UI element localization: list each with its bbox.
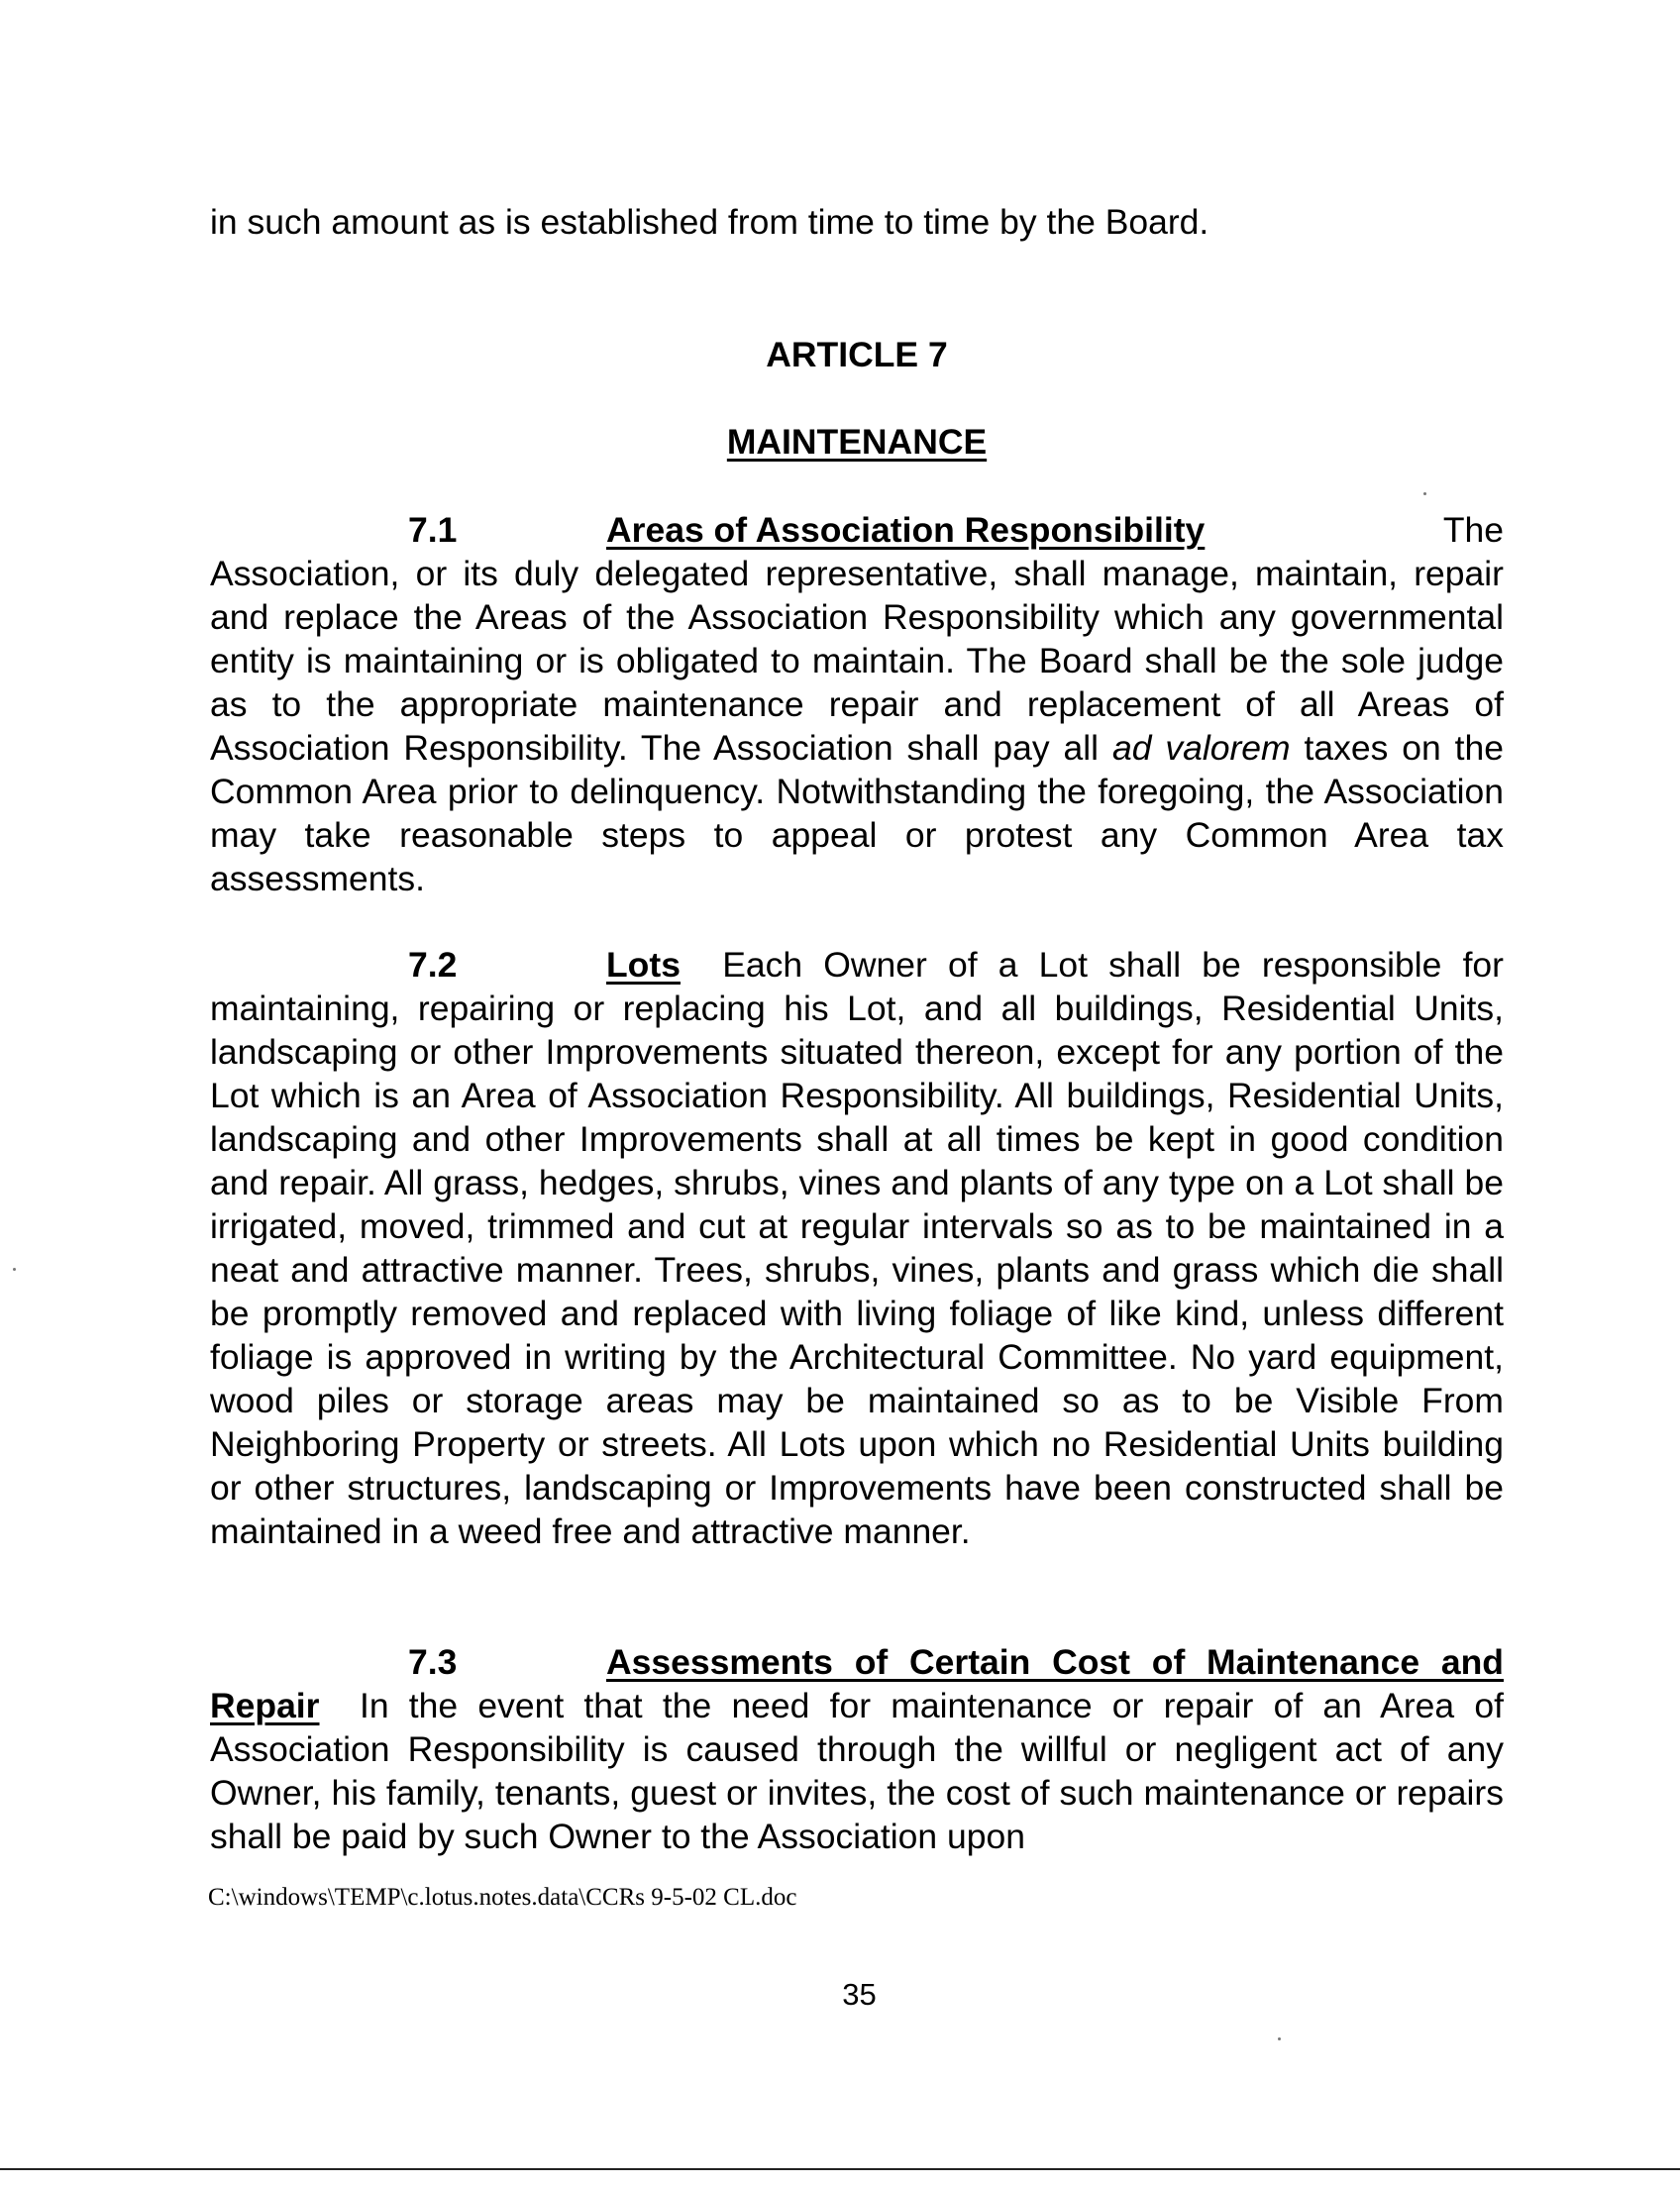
footer-file-path: C:\windows\TEMP\c.lotus.notes.data\CCRs 9-5-02 CL.doc [208,1884,797,1911]
section-text: Association, or its duly delegated representative, shall manage, maintain, repair and replace the Areas of the Association Responsibility which any governmental entity is maintaining or is obligated to maintain. The Board shall be the sole judge as to the appropriate maintenance repair and replacement of all Areas of Association Responsibility. The Association shall pay all [210,554,1504,768]
scan-speck [1423,492,1426,495]
section-italic-text: ad valorem [1111,728,1291,768]
section-7-1 [210,508,1504,900]
section-7-3 [210,1640,1504,1858]
section-number: 7.2 [408,945,458,985]
section-title: Areas of Association Responsibility [606,510,1206,550]
intro-line: in such amount as is established from time to time by the Board. [210,202,1209,242]
scan-speck [13,1268,16,1271]
section-text: In the event that the need for maintenance or repair of an Area of Association Responsibility is caused through the willful or negligent act of any Owner, his family, tenants, guest or invites, the cost of such maintenance or repairs shall be paid by such Owner to the Association upon [210,1686,1504,1856]
section-7-2 [210,943,1504,1553]
section-text: Each Owner of a Lot shall be responsible for maintaining, repairing or replacing his Lot, and all buildings, Residential Units, landscaping or other Improvements situated thereon, except for any portion of the Lot which is an Area of Association Responsibility. All buildings, Residential Units, landscaping and other Improvements shall at all times be kept in good condition and repair. All grass, hedges, shrubs, vines and plants of any type on a Lot shall be irrigated, moved, trimmed and cut at regular intervals so as to be maintained in a neat and attractive manner. Trees, shrubs, vines, plants and grass which die shall be promptly removed and replaced with living foliage of like kind, unless different foliage is approved in writing by the Architectural Committee. No yard equipment, wood piles or storage areas may be maintained so as to be Visible From Neighboring Property or streets. All Lots upon which no Residential Units building or other structures, landscaping or Improvements have been constructed shall be maintained in a weed free and attractive manner. [210,945,1504,1551]
bottom-rule [0,2168,1680,2170]
article-title: MAINTENANCE [726,422,988,462]
section-lead-word: The [1442,510,1504,550]
section-number: 7.3 [408,1642,458,1682]
section-title: Lots [606,945,681,985]
article-number: ARTICLE 7 [766,335,948,374]
scan-speck [1278,2037,1281,2040]
article-title-line [210,420,1504,464]
section-text-continued: taxes on the Common Area prior to delinquency. Notwithstanding the foregoing, the Association may take reasonable steps to appeal or protest any Common Area tax assessments. [210,728,1504,898]
section-number: 7.1 [408,510,458,550]
section-title: Assessments of Certain Cost of Maintenance and Repair [210,1642,1504,1725]
page-number: 35 [842,1977,877,2012]
